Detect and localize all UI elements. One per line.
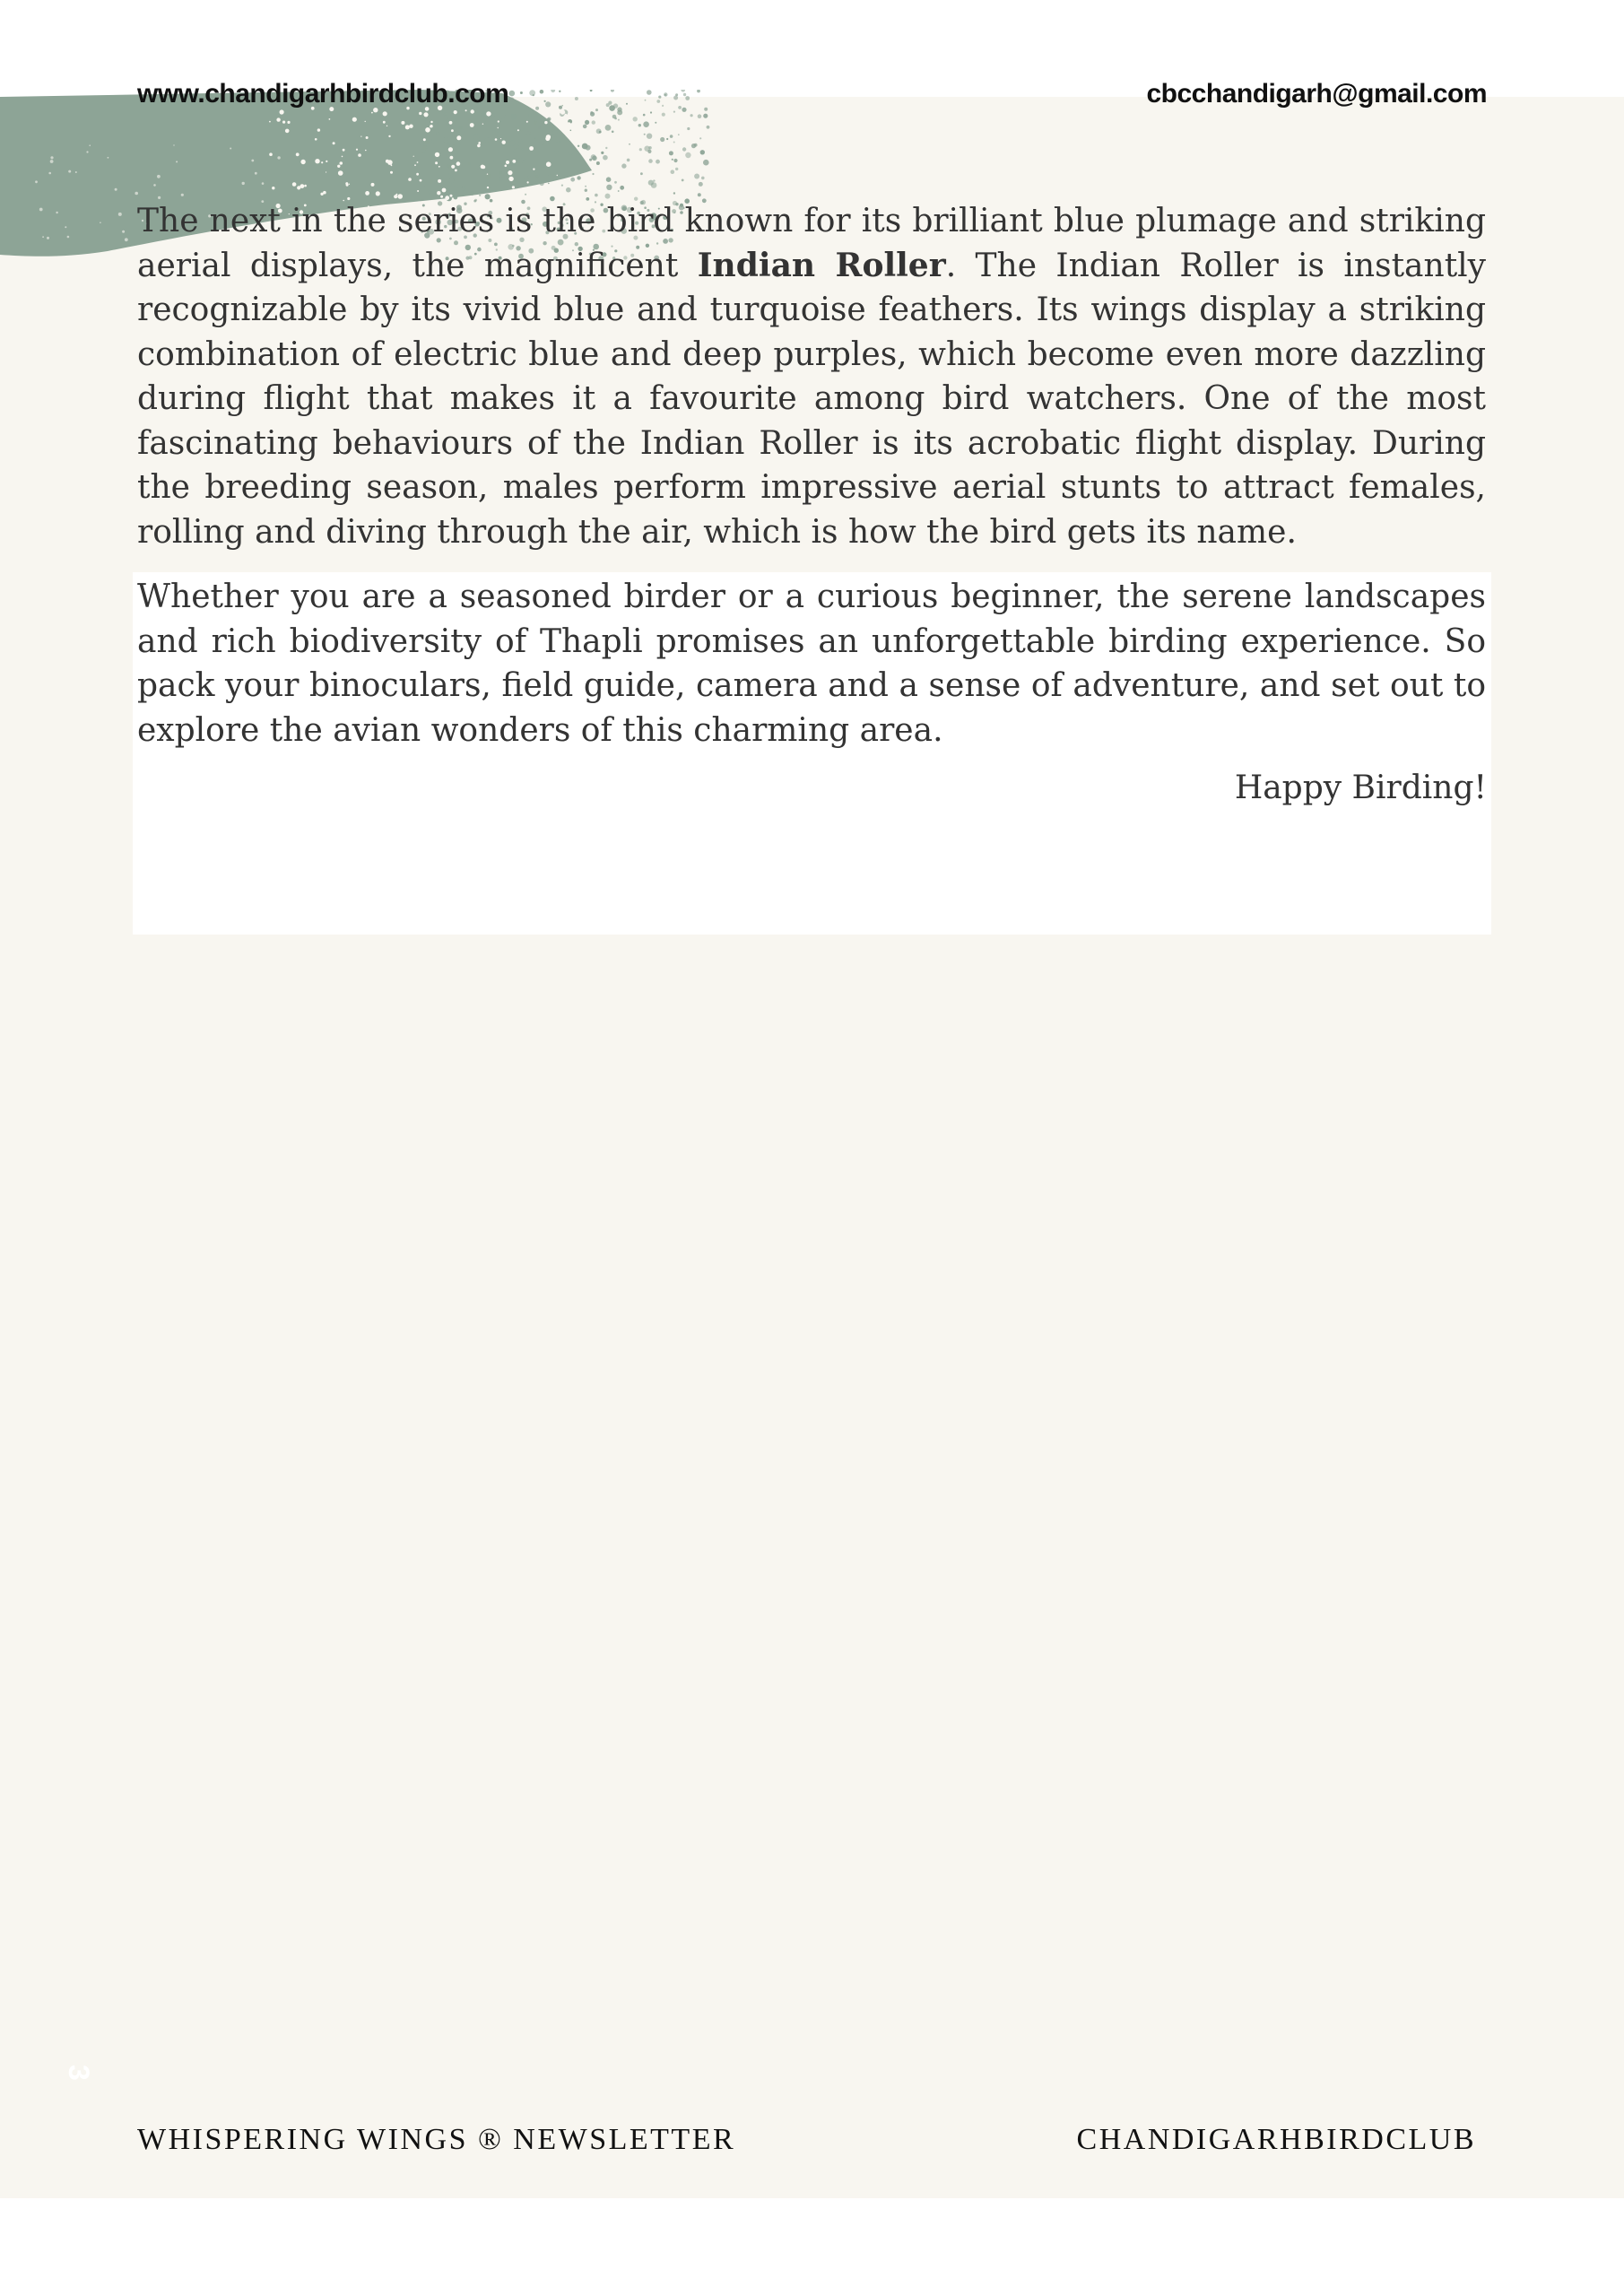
bird-name-highlight: Indian Roller [697,246,946,284]
footer-newsletter-title: WHISPERING WINGS ® NEWSLETTER [137,2123,736,2156]
article-paragraph-thapli: Whether you are a seasoned birder or a curious beginner, the serene landscapes and rich biodiversity of Thapli promises an unforgettable birding experience. So pack your binoculars, field guide, camera and a sense of adventure, and set out to explore the avian wonders of this charming area. [137,578,1486,749]
email-link[interactable]: cbcchandigarh@gmail.com [1146,79,1487,109]
sign-off: Happy Birding! [1234,770,1487,806]
paragraph-text-start: The next in the series is the bird known for its brilliant blue plumage and striking aerial displays, the magnificent [137,203,1486,284]
footer-club-name: CHANDIGARHBIRDCLUB [1076,2123,1476,2156]
paragraph-text-end: . The Indian Roller is instantly recognizable by its vivid blue and turquoise feathers. Its wings display a striking combination of electric blue and deep purples, which become even more dazzling during flight that makes it a favourite among bird watchers. One of the most fascinating behaviours of the Indian Roller is its acrobatic flight display. During the breeding season, males perform impressive aerial stunts to attract females, rolling and diving through the air, which is how the bird gets its name. [137,247,1487,551]
article-paragraph-indian-roller [137,199,1486,554]
page-number: 3 [63,2065,95,2081]
website-link[interactable]: www.chandigarhbirdclub.com [137,79,509,109]
